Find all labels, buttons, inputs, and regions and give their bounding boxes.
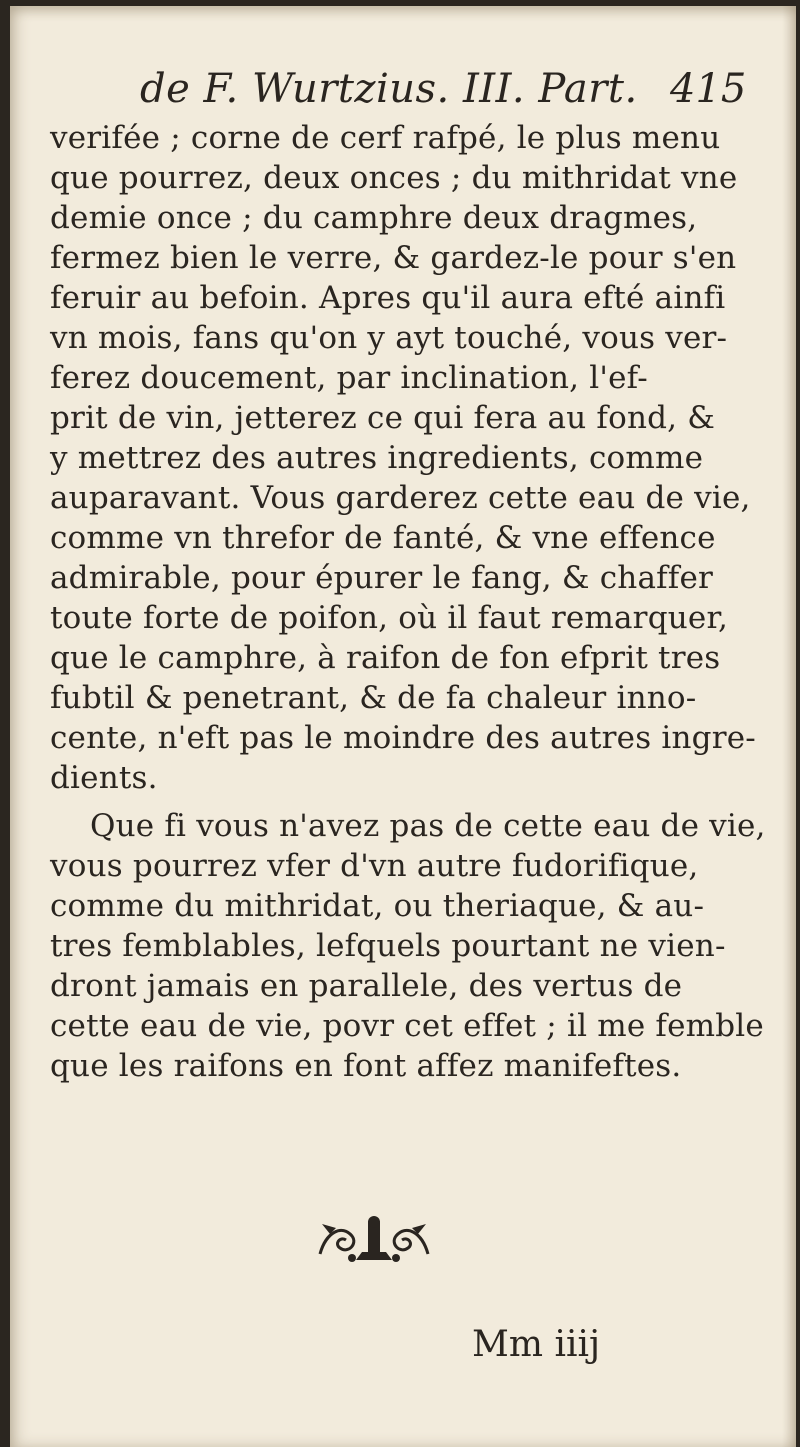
running-head: de F. Wurtzius. III. Part. (140, 66, 638, 112)
text-line: admirable, pour épurer le fang, & chaffer (50, 560, 714, 596)
signature-mark: Mm iiij (472, 1324, 601, 1365)
text-line: prit de vin, jetterez ce qui fera au fond, & (50, 400, 716, 436)
text-line: y mettrez des autres ingredients, comme (50, 440, 704, 476)
text-line: que les raifons en font affez manifeftes. (50, 1048, 682, 1084)
text-line: que le camphre, à raifon de fon efprit tres (50, 640, 721, 676)
text-line: ferez doucement, par inclination, l'ef- (50, 360, 648, 396)
text-line: Que fi vous n'avez pas de cette eau de vie, (90, 808, 766, 844)
text-line: feruir au befoin. Apres qu'il aura efté ainfi (50, 280, 726, 316)
text-line: comme vn threfor de fanté, & vne effence (50, 520, 716, 556)
text-line: cente, n'eft pas le moindre des autres ingre- (50, 720, 756, 756)
text-line: fubtil & penetrant, & de fa chaleur inno- (50, 680, 697, 716)
text-line: vous pourrez vfer d'vn autre fudorifique, (50, 848, 699, 884)
book-page (10, 6, 796, 1447)
text-line: cette eau de vie, povr cet effet ; il me femble (50, 1008, 764, 1044)
text-line: fermez bien le verre, & gardez-le pour s'en (50, 240, 737, 276)
text-line: verifée ; corne de cerf rafpé, le plus menu (50, 120, 721, 156)
page-header (10, 62, 796, 122)
text-line: comme du mithridat, ou theriaque, & au- (50, 888, 705, 924)
text-line: que pourrez, deux onces ; du mithridat vne (50, 160, 738, 196)
printers-ornament-icon (312, 1214, 436, 1266)
text-line: auparavant. Vous garderez cette eau de vie, (50, 480, 751, 516)
body-text (50, 118, 770, 1086)
page-number: 415 (670, 66, 747, 112)
text-line: dront jamais en parallele, des vertus de (50, 968, 683, 1004)
text-line: dients. (50, 760, 158, 796)
text-line: toute forte de poifon, où il faut remarquer, (50, 600, 729, 636)
page-edge-shadow (782, 6, 796, 1447)
text-line: demie once ; du camphre deux dragmes, (50, 200, 698, 236)
text-line: tres femblables, lefquels pourtant ne vien- (50, 928, 726, 964)
text-line: vn mois, fans qu'on y ayt touché, vous ver- (50, 320, 728, 356)
